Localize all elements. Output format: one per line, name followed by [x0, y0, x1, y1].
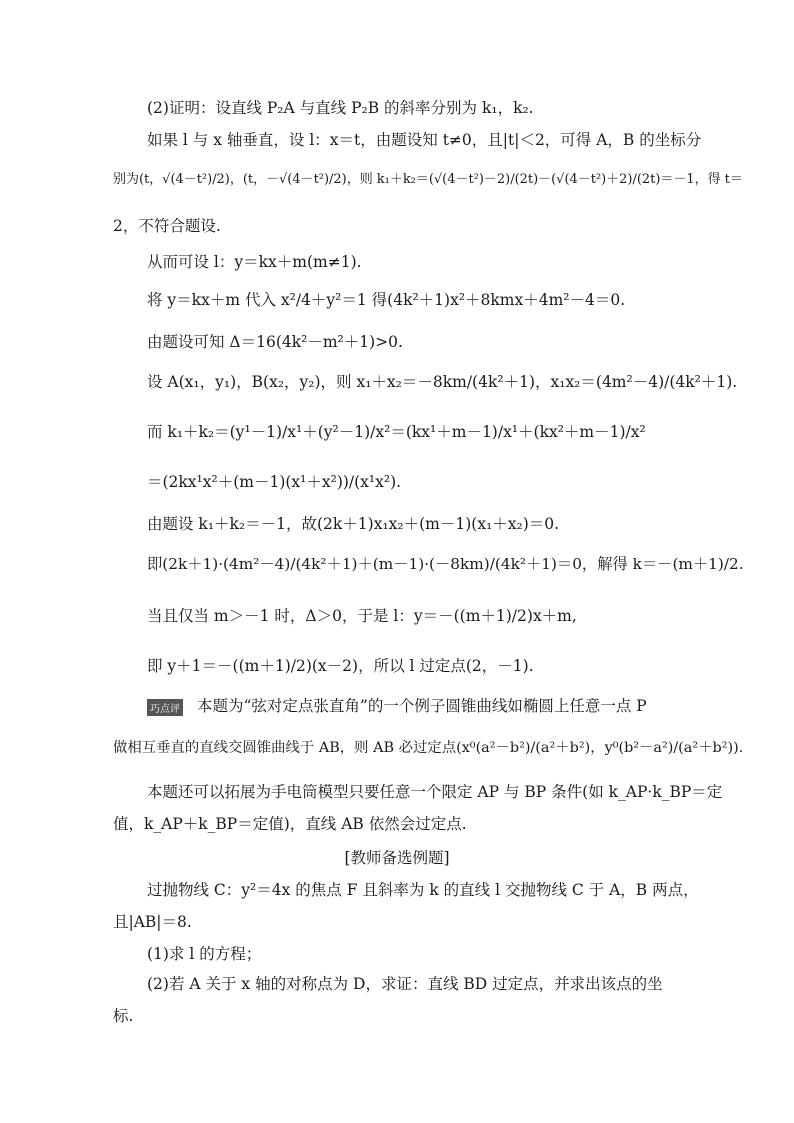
proof-line-14: 即 y＋1＝－((m＋1)/2)(x－2)，所以 l 过定点(2，－1).: [147, 657, 534, 675]
section-heading: [教师备选例题]: [344, 849, 450, 867]
proof-line-8: 设 A(x₁，y₁)，B(x₂，y₂)，则 x₁＋x₂＝－8km/(4k²＋1)，x₁x₂＝(4m²－4)/(4k²＋1).: [147, 373, 738, 391]
example-line-1: 过抛物线 C：y²＝4x 的焦点 F 且斜率为 k 的直线 l 交抛物线 C 于 A，B 两点，: [147, 881, 699, 899]
proof-line-12: 即(2k＋1)·(4m²－4)/(4k²＋1)＋(m－1)·(－8km)/(4k²＋1)＝0，解得 k＝－(m＋1)/2.: [147, 555, 744, 573]
comment-badge: 巧点评: [147, 699, 183, 716]
proof-line-10: ＝(2kx¹x²＋(m－1)(x¹＋x²))/(x¹x²).: [147, 473, 402, 491]
proof-line-2: 如果 l 与 x 轴垂直，设 l：x＝t，由题设知 t≠0，且|t|＜2，可得 A，B 的坐标分: [147, 131, 702, 149]
proof-line-1: (2)证明：设直线 P₂A 与直线 P₂B 的斜率分别为 k₁，k₂.: [147, 99, 534, 117]
proof-line-11: 由题设 k₁＋k₂＝－1，故(2k＋1)x₁x₂＋(m－1)(x₁＋x₂)＝0.: [147, 515, 560, 533]
proof-line-13: 当且仅当 m＞－1 时，Δ＞0，于是 l：y＝－((m＋1)/2)x＋m,: [147, 607, 577, 625]
proof-line-6: 将 y＝kx＋m 代入 x²/4＋y²＝1 得(4k²＋1)x²＋8kmx＋4m²－4＝0.: [147, 291, 626, 309]
example-line-5: 标.: [113, 1007, 134, 1025]
proof-line-7: 由题设可知 Δ＝16(4k²－m²＋1)>0.: [147, 333, 403, 351]
proof-line-9: 而 k₁＋k₂＝(y¹－1)/x¹＋(y²－1)/x²＝(kx¹＋m－1)/x¹＋(kx²＋m－1)/x²: [147, 423, 646, 441]
comment-line-3: 本题还可以拓展为手电筒模型只要任意一个限定 AP 与 BP 条件(如 k_AP·k_BP＝定: [147, 783, 723, 801]
comment-line-4: 值，k_AP＋k_BP＝定值)，直线 AB 依然会过定点.: [113, 815, 467, 833]
proof-line-5: 从而可设 l：y＝kx＋m(m≠1).: [147, 253, 362, 271]
example-line-4: (2)若 A 关于 x 轴的对称点为 D，求证：直线 BD 过定点，并求出该点的坐: [147, 975, 663, 993]
example-line-3: (1)求 l 的方程；: [147, 945, 262, 963]
comment-line-1: 巧点评 本题为“弦对定点张直角”的一个例子圆锥曲线如椭圆上任意一点 P: [147, 694, 794, 716]
comment-line-2: 做相互垂直的直线交圆锥曲线于 AB，则 AB 必过定点(x⁰(a²－b²)/(a²＋b²)，y⁰(b²－a²)/(a²＋b²)).: [113, 740, 744, 756]
example-line-2: 且|AB|＝8.: [113, 913, 192, 931]
proof-line-3: 别为(t，√(4－t²)/2)，(t，－√(4－t²)/2)，则 k₁＋k₂＝(√(4－t²)－2)/(2t)－(√(4－t²)＋2)/(2t)＝－1，得 t＝: [113, 172, 743, 187]
proof-line-4: 2，不符合题设.: [113, 217, 221, 235]
